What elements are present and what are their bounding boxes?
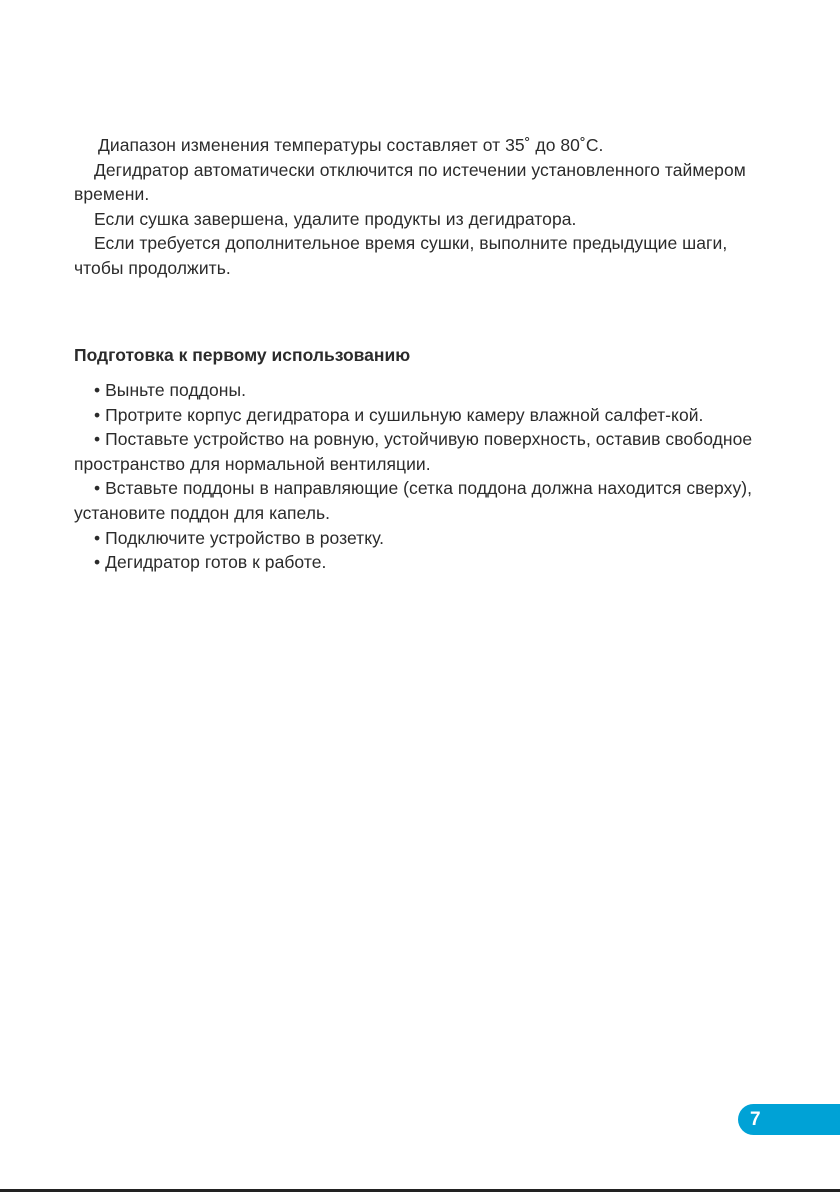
- list-item: • Вставьте поддоны в направляющие (сетка поддона должна находится сверху), установите поддон для капель.: [74, 478, 753, 523]
- temperature-range-paragraph: Диапазон изменения температуры составляет от 35˚ до 80˚С.: [98, 135, 604, 155]
- page-number: 7: [750, 1109, 761, 1130]
- list-item: • Выньте поддоны.: [94, 380, 247, 400]
- operation-notes: [74, 133, 764, 281]
- auto-off-paragraph: Дегидратор автоматически отключится по истечении установленного таймером времени.: [74, 159, 746, 205]
- list-item: • Протрите корпус дегидратора и сушильную камеру влажной салфет-кой.: [94, 404, 704, 425]
- section-heading: Подготовка к первому использованию: [74, 345, 411, 365]
- preparation-list: [74, 378, 764, 575]
- list-item: • Дегидратор готов к работе.: [94, 552, 327, 573]
- additional-time-paragraph: Если требуется дополнительное время сушки, выполните предыдущие шаги, чтобы продолжить.: [74, 233, 728, 278]
- drying-complete-paragraph: Если сушка завершена, удалите продукты из дегидратора.: [94, 208, 577, 229]
- list-item: • Поставьте устройство на ровную, устойчивую поверхность, оставив свободное пространство для нормальной вентиляции.: [74, 429, 753, 474]
- page-number-tab: [738, 1104, 840, 1135]
- list-item: • Подключите устройство в розетку.: [94, 527, 385, 548]
